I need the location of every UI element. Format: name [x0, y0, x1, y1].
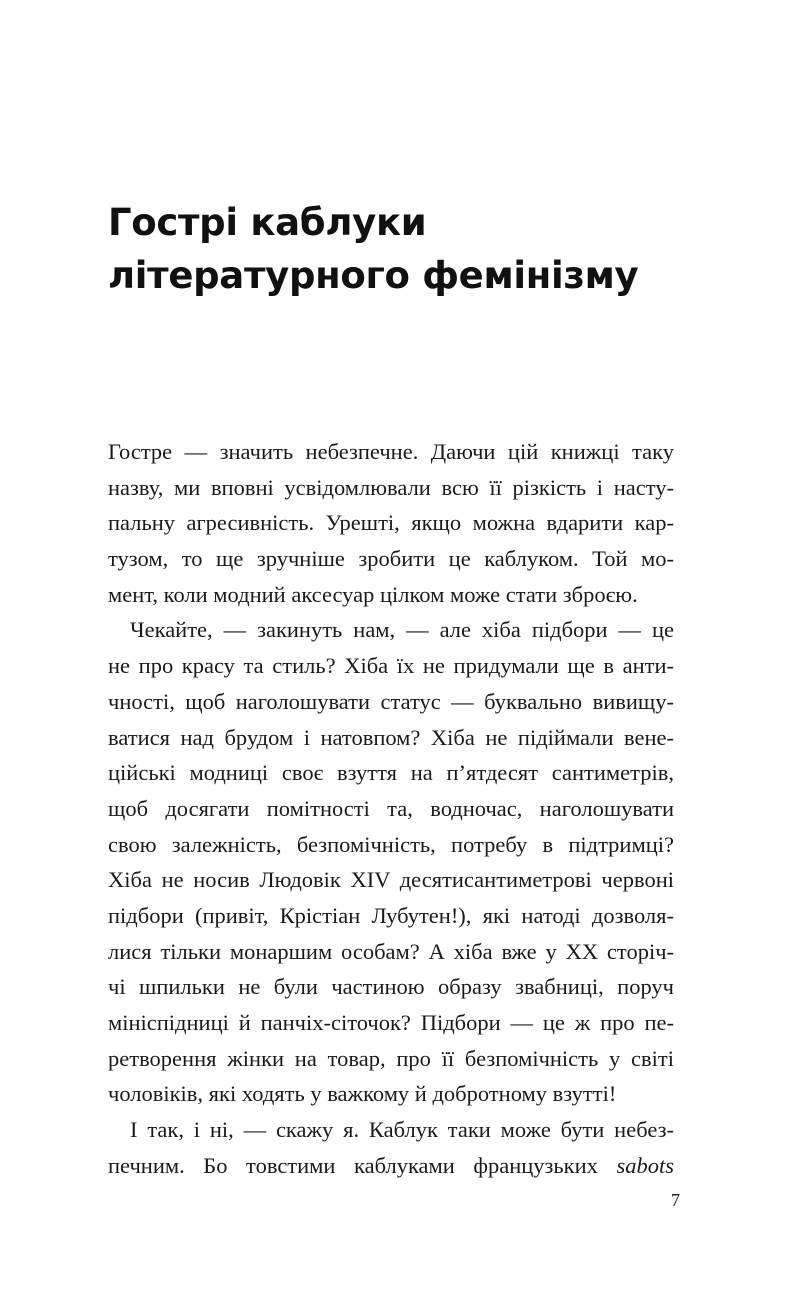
text-line: не про красу та стиль? Хіба їх не придумали ще в анти- [108, 653, 674, 679]
text-line-segment: печним. Бо товстими каблуками французьких [108, 1152, 598, 1178]
italic-word: sabots [616, 1152, 675, 1178]
chapter-title-line-1: Гострі каблуки [108, 201, 427, 244]
text-line: тузом, то ще зручніше зробити це каблуком. Той мо- [108, 546, 674, 572]
text-line: мініспідниці й панчіх-сіточок? Підбори — це ж про пе- [108, 1010, 674, 1035]
text-line: ватися над брудом і натовпом? Хіба не підіймали вене- [108, 724, 674, 750]
text-line: чоловіків, які ходять у важкому й добротному взутті! [108, 1081, 617, 1107]
text-line: назву, ми вповні усвідомлювали всю її різкість і насту- [108, 474, 674, 500]
body-text [108, 434, 674, 1183]
text-line: ційські модниці своє взуття на п’ятдесят сантиметрів, [108, 760, 674, 786]
text-line: Чекайте, — закинуть нам, — але хіба підбори — це [130, 617, 674, 643]
text-line: свою залежність, безпомічність, потребу в підтримці? [108, 831, 674, 857]
text-line: лися тільки монаршим особам? А хіба вже у XX сторіч- [108, 938, 674, 964]
text-line: ретворення жінки на товар, про її безпомічність у світі [108, 1045, 674, 1071]
chapter-title-line-2: літературного фемінізму [108, 254, 639, 297]
text-line: чі шпильки не були частиною образу звабниці, поруч [108, 974, 674, 1000]
text-line: щоб досягати помітності та, водночас, наголошувати [108, 795, 674, 821]
text-line: І так, і ні, — скажу я. Каблук таки може бути небез- [130, 1117, 674, 1143]
text-line: Гостре — значить небезпечне. Даючи цій книжці таку [108, 439, 674, 464]
page-number: 7 [671, 1190, 680, 1210]
text-line: чності, щоб наголошувати статус — буквально вивищу- [108, 688, 674, 714]
text-line: Хіба не носив Людовік XIV десятисантиметрові червоні [108, 867, 674, 893]
text-line: пальну агресивність. Урешті, якщо можна вдарити кар- [108, 510, 674, 536]
chapter-title [108, 196, 728, 302]
text-line: мент, коли модний аксесуар цілком може стати зброєю. [108, 581, 638, 607]
text-line: підбори (привіт, Крістіан Лубутен!), які натоді дозволя- [108, 902, 674, 928]
text-line-with-italic [108, 1148, 674, 1184]
